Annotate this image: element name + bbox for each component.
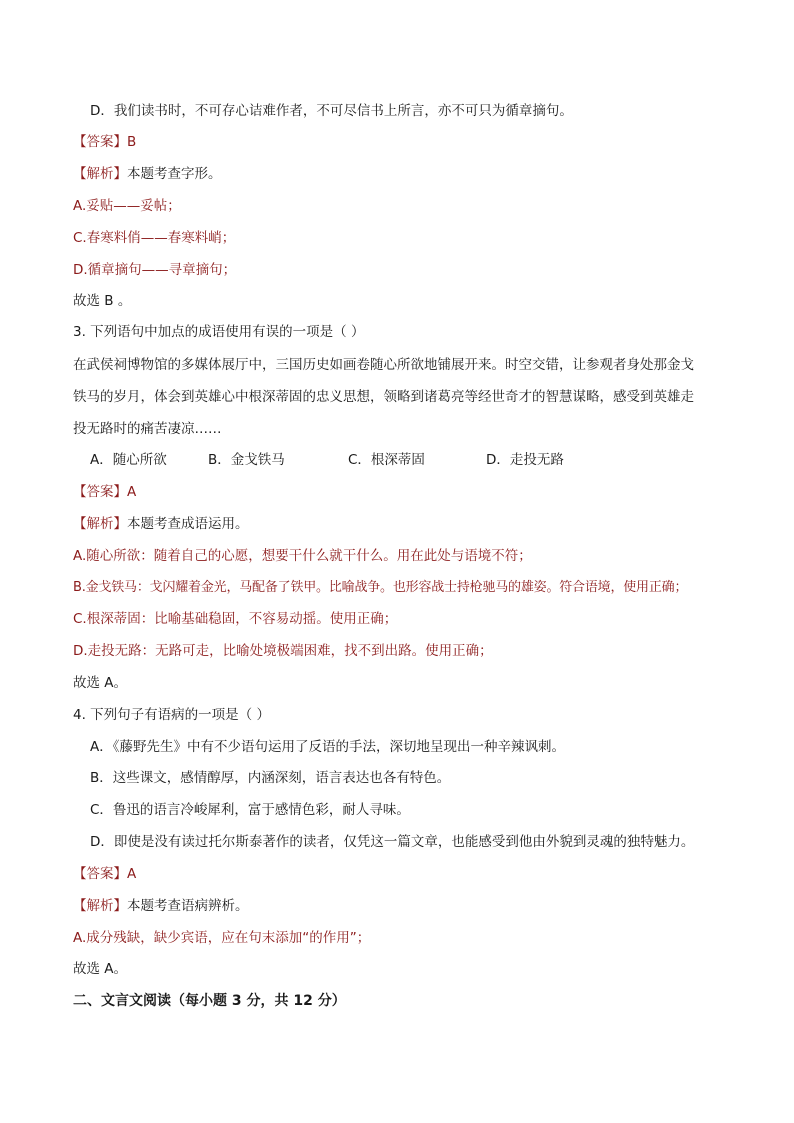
q3-stem: 3. 下列语句中加点的成语使用有误的一项是（ ） bbox=[73, 324, 365, 340]
q4-stem: 4. 下列句子有语病的一项是（ ） bbox=[73, 707, 270, 723]
q3-answer: A bbox=[127, 484, 137, 500]
q3-note: B.金戈铁马：戈闪耀着金光，马配备了铁甲。比喻战争。也形容战士持枪驰马的雄姿。符合语境，使用正确； bbox=[73, 580, 688, 595]
q3-option-b: B．金戈铁马 bbox=[208, 452, 285, 468]
q2-note: A.妥贴——妥帖； bbox=[73, 198, 181, 214]
analysis-tag: 【解析】 bbox=[73, 516, 127, 532]
q3-option-a: A．随心所欲 bbox=[90, 452, 167, 468]
q4-option-a: A．《藤野先生》中有不少语句运用了反语的手法，深切地呈现出一种辛辣讽刺。 bbox=[90, 739, 565, 755]
q2-answer: B bbox=[127, 134, 137, 150]
q3-conclusion: 故选 A。 bbox=[73, 675, 128, 691]
q3-option-d: D．走投无路 bbox=[486, 452, 564, 468]
q2-option-d: D．我们读书时，不可存心诘难作者，不可尽信书上所言，亦不可只为循章摘句。 bbox=[90, 103, 573, 119]
analysis-tag: 【解析】 bbox=[73, 898, 127, 914]
q4-option-d: D．即使是没有读过托尔斯泰著作的读者，仅凭这一篇文章，也能感受到他由外貌到灵魂的独特魅力。 bbox=[90, 834, 695, 850]
answer-tag: 【答案】 bbox=[73, 134, 127, 150]
q4-answer-line bbox=[73, 864, 136, 884]
q2-note: C.春寒料俏——春寒料峭； bbox=[73, 230, 236, 246]
q2-analysis: 本题考查字形。 bbox=[127, 166, 222, 182]
q3-analysis-line bbox=[73, 514, 249, 534]
q4-option-b: B．这些课文，感情醇厚，内涵深刻，语言表达也各有特色。 bbox=[90, 770, 451, 786]
q3-note: D.走投无路：无路可走，比喻处境极端困难，找不到出路。使用正确； bbox=[73, 643, 493, 659]
q3-option-c: C．根深蒂固 bbox=[348, 452, 425, 468]
q3-note: C.根深蒂固：比喻基础稳固，不容易动摇。使用正确； bbox=[73, 611, 398, 627]
analysis-tag: 【解析】 bbox=[73, 166, 127, 182]
answer-tag: 【答案】 bbox=[73, 484, 127, 500]
q2-note: D.循章摘句——寻章摘句； bbox=[73, 262, 237, 278]
q3-passage-line: 铁马的岁月，体会到英雄心中根深蒂固的忠义思想，领略到诸葛亮等经世奇才的智慧谋略，感受到英雄走 bbox=[73, 389, 694, 405]
q3-answer-line bbox=[73, 482, 136, 502]
q4-answer: A bbox=[127, 866, 137, 882]
q4-option-c: C．鲁迅的语言冷峻犀利，富于感情色彩，耐人寻味。 bbox=[90, 802, 410, 818]
q2-answer-line bbox=[73, 132, 136, 152]
section-heading: 二、文言文阅读（每小题 3 分，共 12 分） bbox=[73, 993, 346, 1009]
q3-analysis: 本题考查成语运用。 bbox=[127, 516, 249, 532]
q4-note: A.成分残缺，缺少宾语，应在句末添加“的作用”； bbox=[73, 930, 371, 946]
q2-conclusion: 故选 B 。 bbox=[73, 293, 132, 309]
q3-note: A.随心所欲：随着自己的心愿，想要干什么就干什么。用在此处与语境不符； bbox=[73, 548, 532, 564]
q3-passage-line: 在武侯祠博物馆的多媒体展厅中，三国历史如画卷随心所欲地铺展开来。时空交错，让参观者身处那金戈 bbox=[73, 357, 694, 373]
q3-passage-line: 投无路时的痛苦凄凉…… bbox=[73, 421, 222, 437]
answer-tag: 【答案】 bbox=[73, 866, 127, 882]
q4-analysis-line bbox=[73, 896, 249, 916]
q2-analysis-line bbox=[73, 164, 222, 184]
q4-conclusion: 故选 A。 bbox=[73, 961, 128, 977]
q4-analysis: 本题考查语病辨析。 bbox=[127, 898, 249, 914]
